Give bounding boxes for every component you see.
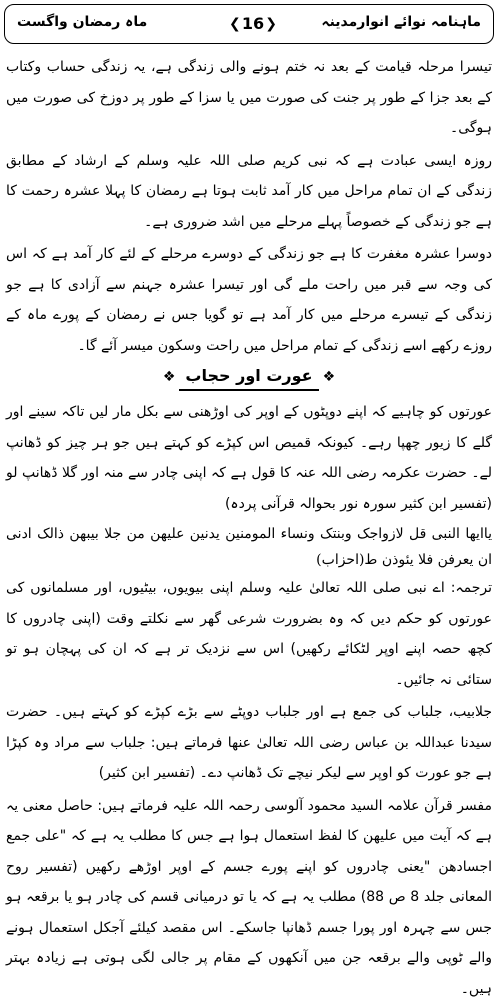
translation-paragraph: ترجمہ: اے نبی صلی اللہ تعالیٰ علیہ وسلم اپنی بیویوں، بیٹیوں، اور مسلمانوں کی عورتوں کو حکم دیں کہ وہ بضرورت شرعی گھر سے نکلتے وقت (اپنی چادروں کا کچھ حصہ اپنے اوپر لٹکائے رکھیں) اس سے نزدیک تر ہے کہ ان کی پہچان ہو تو ستائی نہ جائیں۔ [6,580,492,688]
paragraph: دوسرا عشرہ مغفرت کا ہے جو زندگی کے دوسرے مرحلے کے لئے کار آمد ہے کہ اس کی وجہ سے قبر میں راحت ملے گی اور تیسرا عشرہ جہنم سے آزادی کا ہے جو زندگی کے تیسرے مرحلے میں کار آمد ہے تو گویا جس نے رمضان کے پورے ماہ کے روزے رکھے اسے زندگی کے تمام مراحل میں راحت وسکون میسر آئے گا۔ [6,246,492,354]
paragraph: جلابیب، جلباب کی جمع ہے اور جلباب دوپٹے سے بڑے کپڑے کو کہتے ہیں۔ حضرت سیدنا عبداللہ بن عباس رضی اللہ تعالیٰ عنھا فرماتے ہیں: جلباب سے مراد وہ کپڑا ہے جو عورت کو اوپر سے لیکر نیچے تک ڈھانپ دے۔ (تفسیر ابن کثیر) [6,704,492,781]
page-header [4,4,494,44]
arabic-verse: یاایھا النبی قل لازواجک وبنتک ونساء المومنین یدنین علیھن من جلا بیبھن ذالک ادنی ان یعرفن فلا یئوذن ط(احزاب) [6,526,492,568]
page-number: ❮ 16 ❯ [231,11,275,37]
paragraph: تیسرا مرحلہ قیامت کے بعد نہ ختم ہونے والی زندگی ہے، یہ زندگی حساب وکتاب کے بعد جزا کے طور پر جنت کی صورت میں یا سزا کے طور پر دوزخ کی صورت میں ہوگی۔ [6,59,492,136]
issue-label: ماہ رمضان واگست [17,14,148,30]
section-heading: عورت اور حجاب [179,363,318,391]
paragraph: عورتوں کو چاہیے کہ اپنے دوپٹوں کے اوپر کی اوڑھنی سے بکل مار لیں تاکہ سینے اور گلے کا زیور چھپا رہے۔ کیونکہ قمیص اس کپڑے کو کہتے ہیں جو ہر چیز کو ڈھانپ لے۔ حضرت عکرمہ رضی اللہ عنہ کا قول ہے کہ اپنی چادر سے منہ اور گلا ڈھانپ لو (تفسیر ابن کثیر سورہ نور بحوالہ قرآنی پردہ) [6,404,492,512]
section-heading-wrap [6,363,492,393]
magazine-title: ماہنامہ نوائے انوارمدینہ [321,14,481,30]
ornament-icon: ❖ [322,369,336,385]
article-body [6,52,492,1006]
paragraph: مفسر قرآن علامہ السید محمود آلوسی رحمہ اللہ علیہ فرماتے ہیں: حاصل معنی یہ ہے کہ آیت میں علیھن کا لفظ استعمال ہوا ہے جس کا مطلب یہ ہے کہ "علی جمع اجسادھن "یعنی چادروں کو اپنے پورے جسم کے اوپر اوڑھے رکھیں (تفسیر روح المعانی جلد 8 ص 88) مطلب یہ ہے کہ یا تو درمیانی قسم کی چادر ہو یا برقعہ ہو جس سے چہرہ اور پورا جسم ڈھانپا جاسکے۔ اس مقصد کیلئے آجکل استعمال ہونے والے ٹوپی والے برقعہ جن میں آنکھوں کے مقام پر جالی لگی ہوتی ہے زیادہ بہتر ہیں۔ [6,797,492,997]
ornament-icon: ❖ [162,369,176,385]
paragraph: روزہ ایسی عبادت ہے کہ نبی کریم صلی اللہ علیہ وسلم کے ارشاد کے مطابق زندگی کے ان تمام مراحل میں کار آمد ثابت ہوتا ہے رمضان کا پہلا عشرہ رحمت کا ہے جو زندگی کے خصوصاً پہلے مرحلے میں اشد ضروری ہے۔ [6,152,492,230]
